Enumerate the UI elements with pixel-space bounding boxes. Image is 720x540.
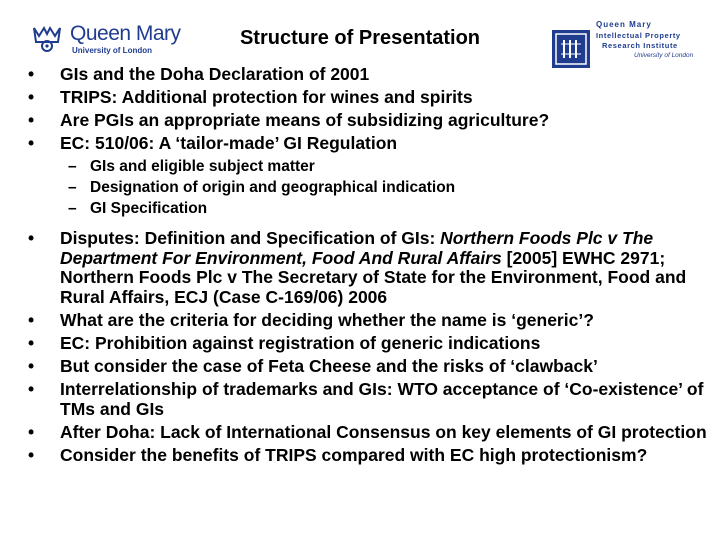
disputes-bullet bbox=[28, 229, 708, 307]
sub-bullet-item: – GI Specification bbox=[28, 198, 708, 219]
sub-bullet-list bbox=[28, 156, 708, 219]
logo-subtitle: University of London bbox=[72, 46, 152, 55]
iprint-logo-icon bbox=[552, 30, 590, 68]
bullet-item: • GIs and the Doha Declaration of 2001 bbox=[28, 64, 708, 84]
logo-name: Queen Mary bbox=[70, 22, 181, 45]
bullet-item: • EC: Prohibition against registration of generic indications bbox=[28, 333, 708, 353]
bullet-item: • After Doha: Lack of International Consensus on key elements of GI protection bbox=[28, 422, 708, 442]
sub-bullet-item: – Designation of origin and geographical indication bbox=[28, 177, 708, 198]
sub-bullet-item: – GIs and eligible subject matter bbox=[28, 156, 708, 177]
bullet-item: • What are the criteria for deciding whether the name is ‘generic’? bbox=[28, 310, 708, 330]
logo-line-4: University of London bbox=[634, 52, 694, 59]
logo-line-3: Research Institute bbox=[602, 41, 678, 50]
bullet-list-top bbox=[28, 64, 708, 153]
bullet-item: • Consider the benefits of TRIPS compared with EC high protectionism? bbox=[28, 445, 708, 465]
bullet-item: • EC: 510/06: A ‘tailor-made’ GI Regulation bbox=[28, 133, 708, 153]
bullet-item: • Are PGIs an appropriate means of subsidizing agriculture? bbox=[28, 110, 708, 130]
bullet-item: • TRIPS: Additional protection for wines and spirits bbox=[28, 87, 708, 107]
logo-line-1: Queen Mary bbox=[596, 20, 652, 29]
bullet-item: • But consider the case of Feta Cheese and the risks of ‘clawback’ bbox=[28, 356, 708, 376]
case-citation: [2005] EWHC 2971; Northern Foods Plc v The Secretary of State for the Environment, Food and Rural Affairs, ECJ (Case C-169/06) 2006 bbox=[60, 247, 687, 307]
bullet-item: • Interrelationship of trademarks and GIs: WTO acceptance of ‘Co-existence’ of TMs and GIs bbox=[28, 379, 708, 419]
disputes-prefix: Disputes: Definition and Specification of GIs: bbox=[60, 228, 441, 248]
bullet-list-bottom bbox=[28, 229, 708, 465]
iprint-logo bbox=[552, 18, 702, 68]
page-title: Structure of Presentation bbox=[239, 27, 481, 49]
slide-body bbox=[28, 64, 708, 468]
logo-line-2: Intellectual Property bbox=[596, 31, 681, 40]
case-title: Northern Foods Plc v The Department For Environment, Food And Rural Affairs bbox=[60, 228, 654, 268]
